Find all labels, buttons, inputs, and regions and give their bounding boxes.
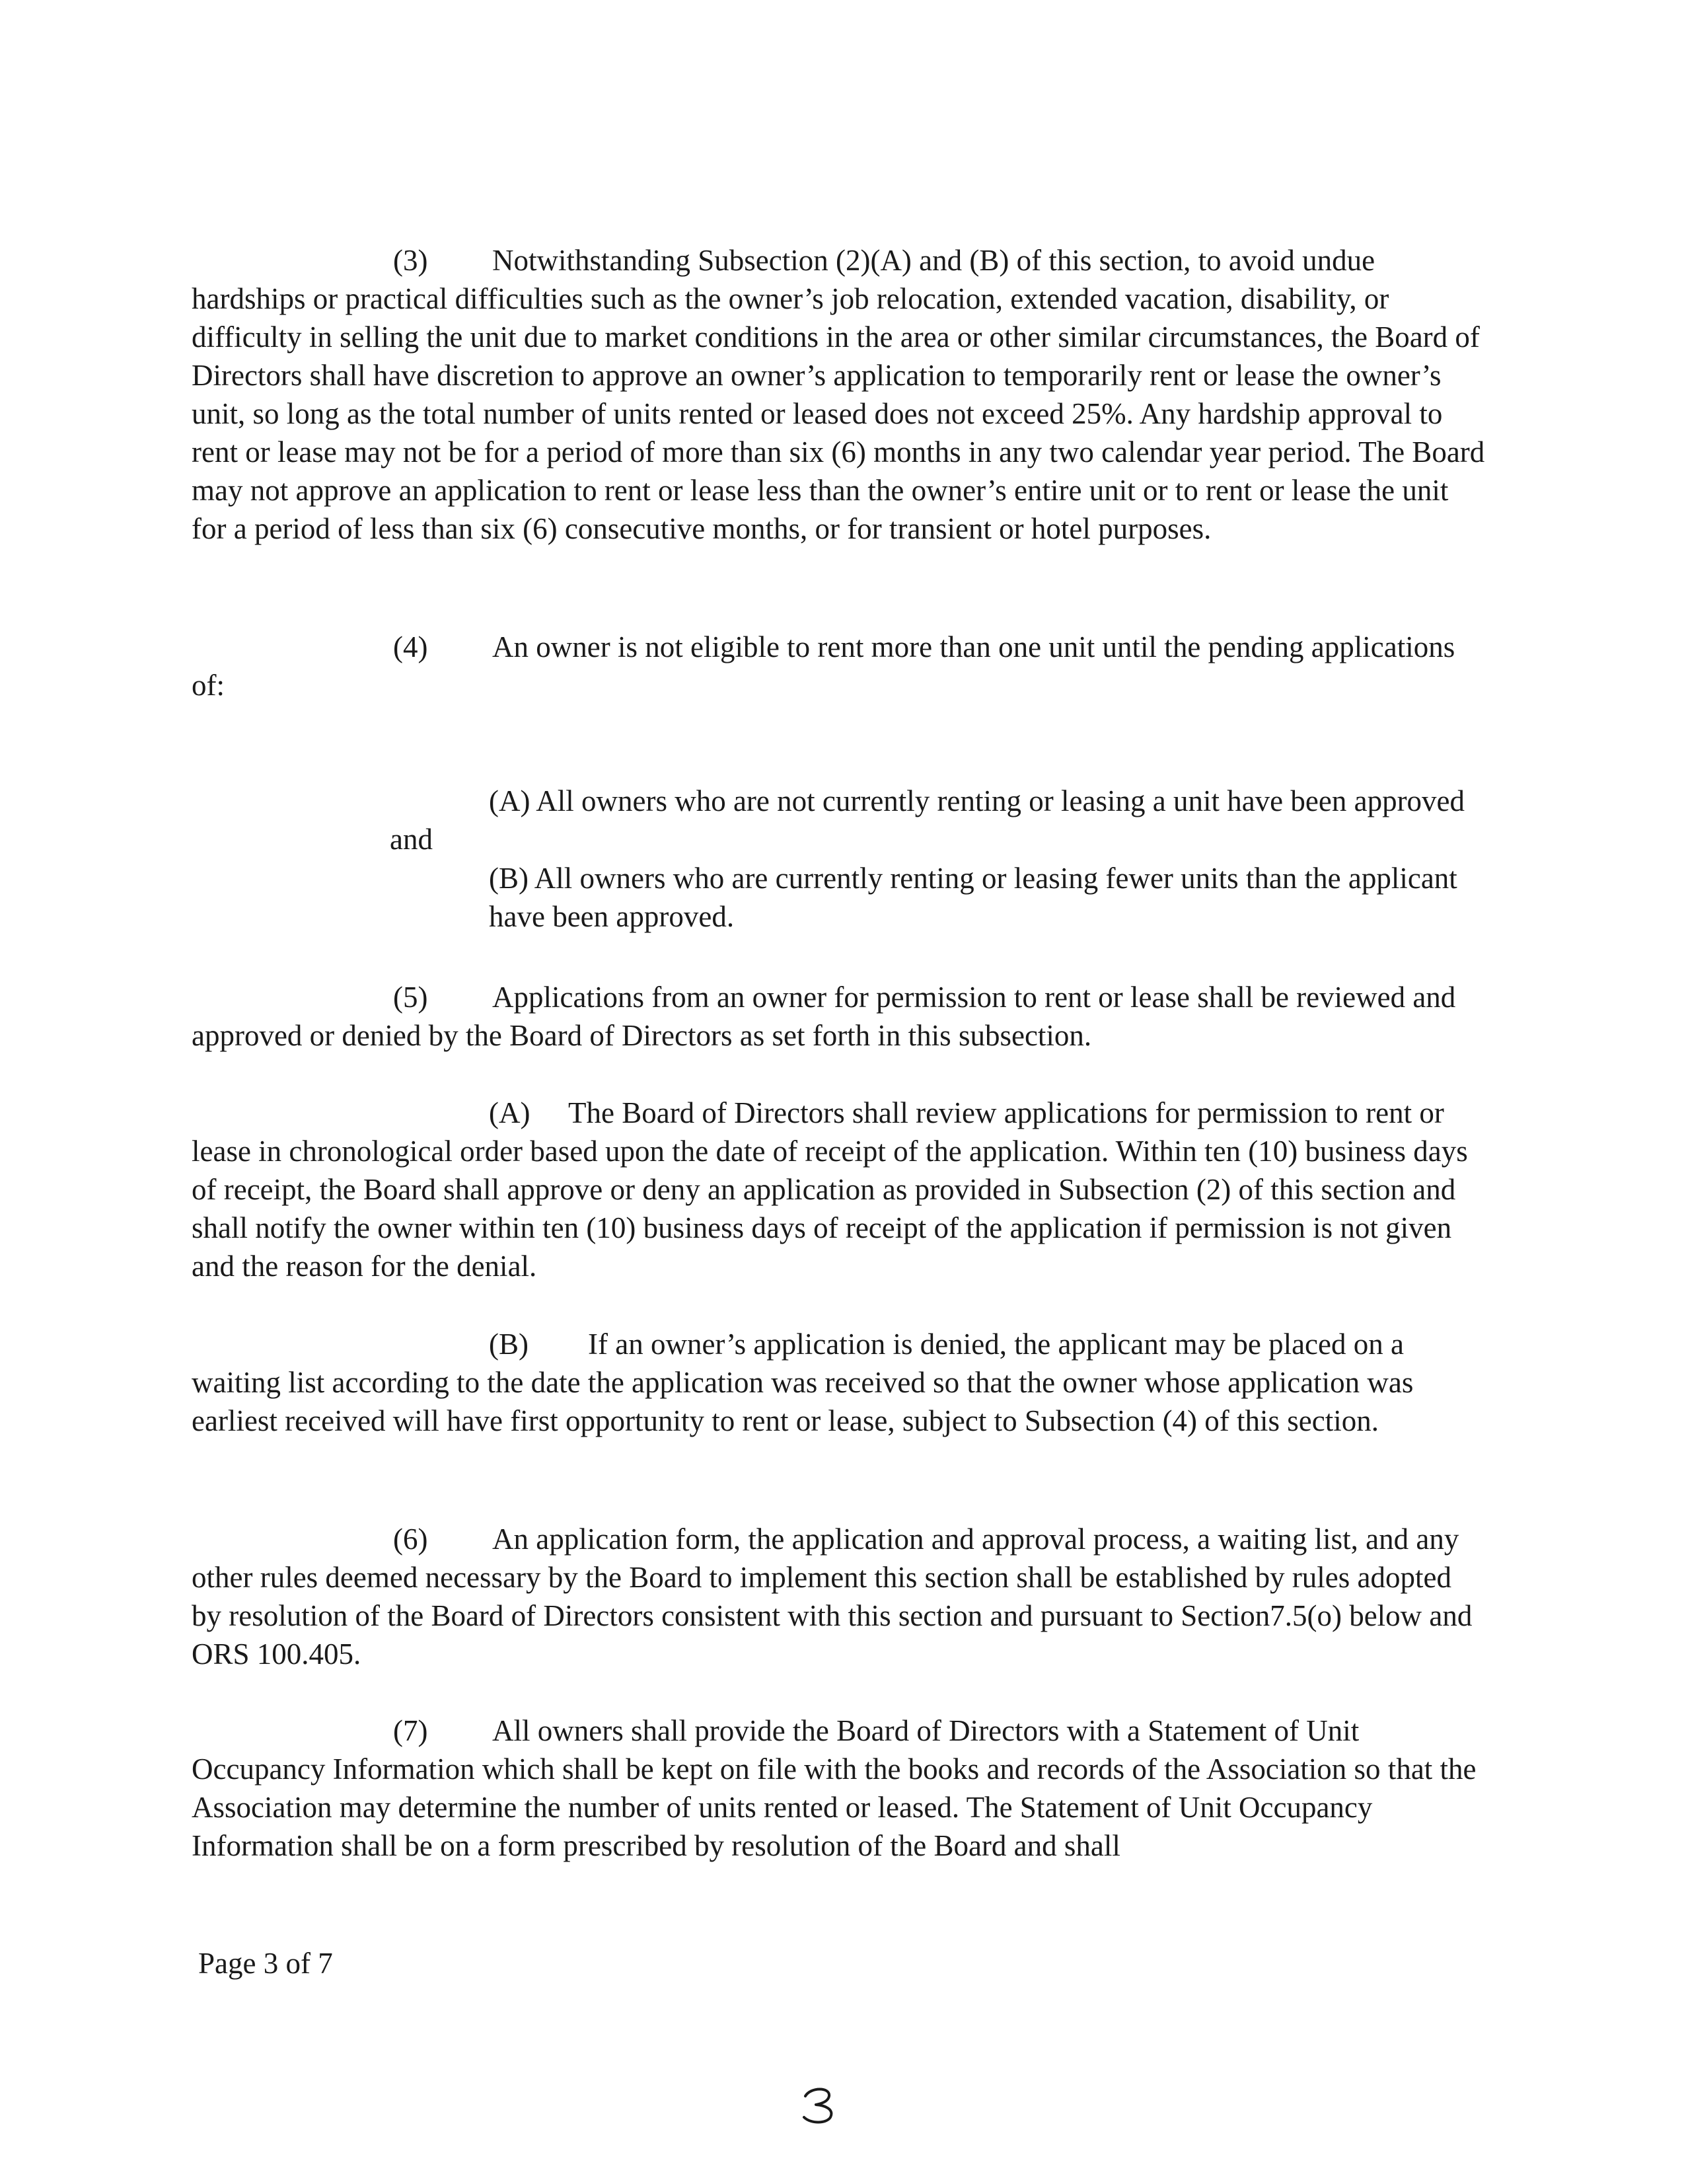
paragraph-number: (4): [393, 630, 428, 663]
paragraph-5: [192, 978, 1486, 1055]
paragraph-number: (6): [393, 1523, 428, 1556]
paragraph-6: [192, 1520, 1486, 1673]
paragraph-number: (7): [393, 1714, 428, 1747]
paragraph-number: (5): [393, 981, 428, 1014]
paragraph-3: [192, 241, 1486, 548]
paragraph-4: [192, 628, 1486, 704]
paragraph-text: The Board of Directors shall review applications for permission to rent or lease in chronological order based upon the date of receipt of the application. Within ten (10) business days of receipt, the Board shall approve or deny an application as provided in Subsection (2) of this section and shall notify the owner within ten (10) business days of receipt of the application if permission is not given and the reason for the denial.: [192, 1096, 1468, 1283]
paragraph-text: If an owner’s application is denied, the applicant may be placed on a waiting list according to the date the application was received so that the owner whose application was earliest received will have first opportunity to rent or lease, subject to Subsection (4) of this section.: [192, 1328, 1414, 1437]
paragraph-4b: [489, 859, 1480, 936]
paragraph-text: Notwithstanding Subsection (2)(A) and (B) of this section, to avoid undue hardships or practical difficulties such as the owner’s job relocation, extended vacation, disability, or difficulty in selling the unit due to market conditions in the area or other similar circumstances, the Board of Directors shall have discretion to approve an owner’s application to temporarily rent or lease the owner’s unit, so long as the total number of units rented or leased does not exceed 25%. Any hardship approval to rent or lease may not be for a period of more than six (6) months in any two calendar year period. The Board may not approve an application to rent or lease less than the owner’s entire unit or to rent or lease the unit for a period of less than six (6) consecutive months, or for transient or hotel purposes.: [192, 244, 1485, 545]
subsection-label: (A): [489, 1096, 530, 1129]
paragraph-text: An application form, the application and approval process, a waiting list, and any other rules deemed necessary by the Board to implement this section shall be established by rules adopted by resolution of the Board of Directors consistent with this section and pursuant to Section7.5(o) below and ORS 100.405.: [192, 1523, 1473, 1671]
paragraph-text: All owners shall provide the Board of Directors with a Statement of Unit Occupancy Information which shall be kept on file with the books and records of the Association so that the Association may determine the number of units rented or leased. The Statement of Unit Occupancy Information shall be on a form prescribed by resolution of the Board and shall: [192, 1714, 1477, 1862]
handwritten-page-number: [796, 2082, 842, 2131]
subsection-label: (B): [489, 1328, 529, 1361]
paragraph-4a: [390, 743, 1473, 858]
page-footer: Page 3 of 7: [198, 1947, 333, 1980]
paragraph-number: (3): [393, 244, 428, 277]
paragraph-text: (B) All owners who are currently renting or leasing fewer units than the applicant have been approved.: [489, 862, 1457, 933]
paragraph-text: (A) All owners who are not currently renting or leasing a unit have been approved and: [390, 784, 1465, 856]
handwritten-3-mark: [796, 2082, 842, 2128]
paragraph-text: An owner is not eligible to rent more than one unit until the pending applications of:: [192, 630, 1455, 702]
paragraph-7: [192, 1712, 1486, 1865]
paragraph-5b: [192, 1325, 1486, 1440]
paragraph-5a: [192, 1094, 1486, 1285]
paragraph-text: Applications from an owner for permission to rent or lease shall be reviewed and approved or denied by the Board of Directors as set forth in this subsection.: [192, 981, 1456, 1052]
